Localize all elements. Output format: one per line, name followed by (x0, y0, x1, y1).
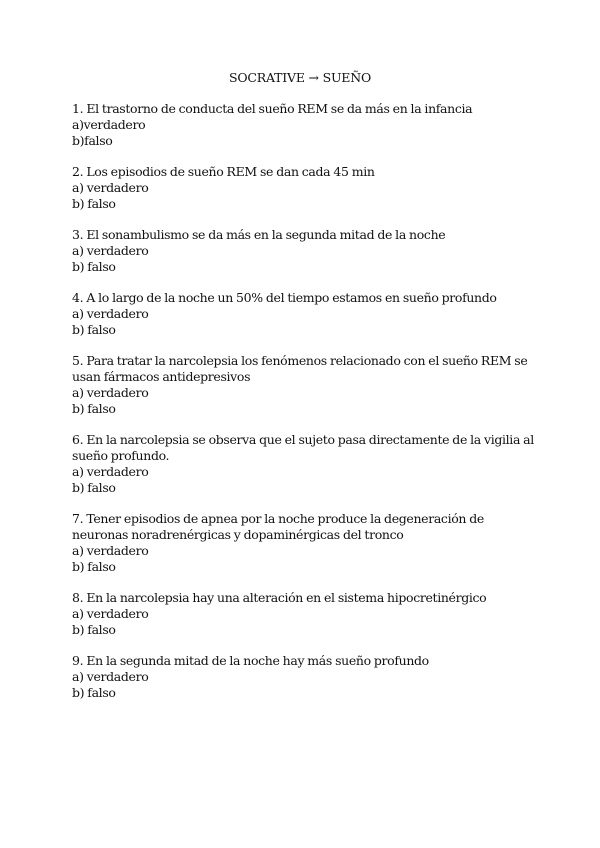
question-7 (72, 511, 534, 575)
option-false: b) falso (72, 322, 116, 337)
answer-options (72, 385, 534, 417)
option-true: a) verdadero (72, 243, 149, 258)
option-false: b) falso (72, 685, 116, 700)
question-text: 9. En la segunda mitad de la noche hay más sueño profundo (72, 653, 429, 668)
question-text: 4. A lo largo de la noche un 50% del tiempo estamos en sueño profundo (72, 290, 497, 305)
question-4 (72, 290, 534, 338)
answer-options (72, 669, 534, 701)
option-false: b) falso (72, 480, 116, 495)
question-text: 1. El trastorno de conducta del sueño REM se da más en la infancia (72, 101, 473, 116)
option-false: b)falso (72, 133, 113, 148)
option-true: a) verdadero (72, 543, 149, 558)
question-text: 5. Para tratar la narcolepsia los fenómenos relacionado con el sueño REM se usan fármacos antidepresivos (72, 353, 528, 384)
answer-options (72, 606, 534, 638)
question-3 (72, 227, 534, 275)
option-true: a) verdadero (72, 606, 149, 621)
document-title: SOCRATIVE → SUEÑO (229, 70, 371, 85)
option-false: b) falso (72, 622, 116, 637)
option-false: b) falso (72, 259, 116, 274)
option-false: b) falso (72, 401, 116, 416)
answer-options (72, 543, 534, 575)
question-2 (72, 164, 534, 212)
answer-options (72, 180, 534, 212)
option-true: a) verdadero (72, 306, 149, 321)
option-true: a) verdadero (72, 180, 149, 195)
question-list (72, 101, 534, 716)
option-true: a) verdadero (72, 669, 149, 684)
question-text: 2. Los episodios de sueño REM se dan cada 45 min (72, 164, 375, 179)
answer-options (72, 243, 534, 275)
option-false: b) falso (72, 559, 116, 574)
question-9 (72, 653, 534, 701)
question-6 (72, 432, 534, 496)
question-text: 6. En la narcolepsia se observa que el sujeto pasa directamente de la vigilia al sueño profundo. (72, 432, 534, 463)
option-false: b) falso (72, 196, 116, 211)
question-5 (72, 353, 534, 417)
answer-options (72, 464, 534, 496)
question-text: 8. En la narcolepsia hay una alteración en el sistema hipocretinérgico (72, 590, 487, 605)
option-true: a)verdadero (72, 117, 146, 132)
question-1 (72, 101, 534, 149)
question-text: 3. El sonambulismo se da más en la segunda mitad de la noche (72, 227, 446, 242)
option-true: a) verdadero (72, 385, 149, 400)
answer-options (72, 117, 534, 149)
option-true: a) verdadero (72, 464, 149, 479)
question-8 (72, 590, 534, 638)
question-text: 7. Tener episodios de apnea por la noche produce la degeneración de neuronas noradrenérgicas y dopaminérgicas del tronco (72, 511, 484, 542)
answer-options (72, 306, 534, 338)
